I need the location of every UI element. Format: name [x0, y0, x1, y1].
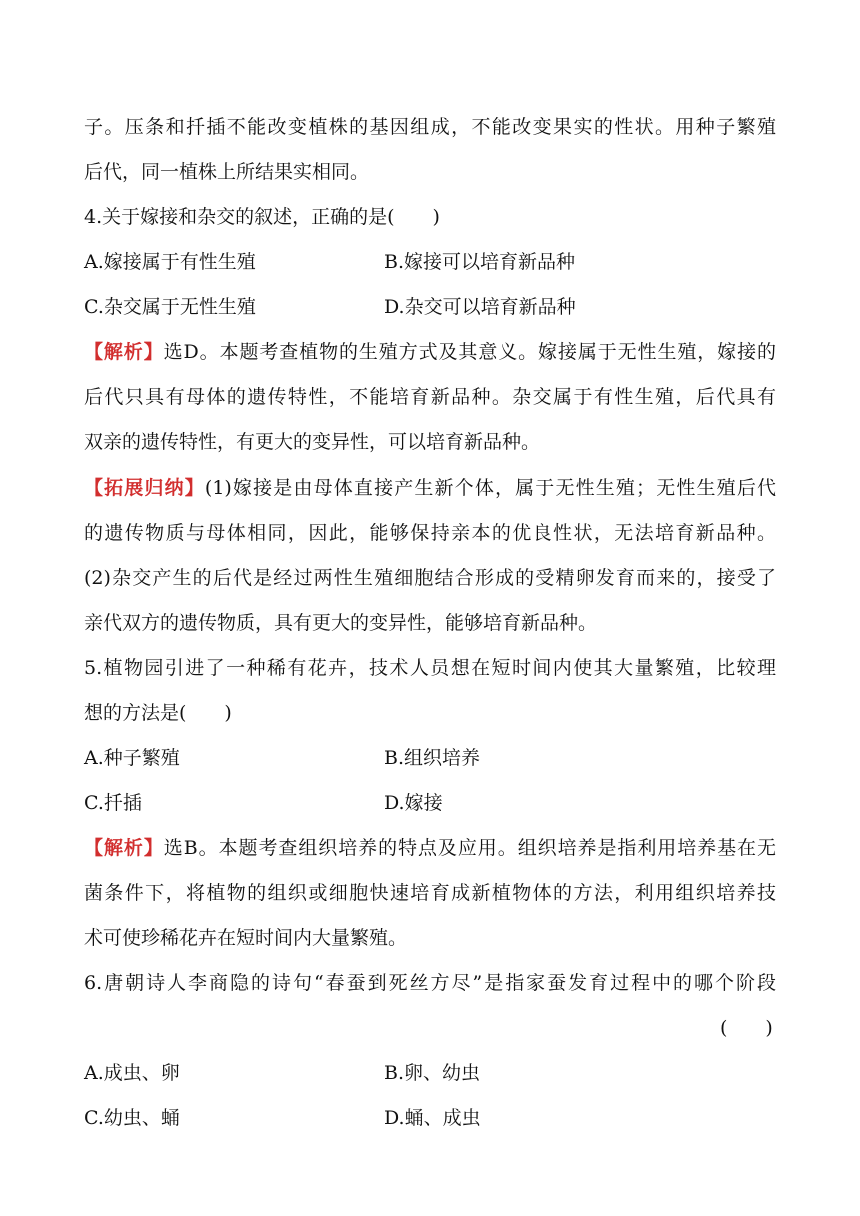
q5-option-c: C.扦插 — [84, 792, 142, 814]
q4-option-a: A.嫁接属于有性生殖 — [84, 251, 256, 273]
extend-line — [84, 476, 776, 500]
question-6-stem: 6.唐朝诗人李商隐的诗句“春蚕到死丝方尽”是指家蚕发育过程中的哪个阶段 — [84, 972, 776, 994]
q5-analysis-line: 菌条件下，将植物的组织或细胞快速培育成新植物体的方法，利用组织培养技 — [84, 882, 776, 904]
analysis-tag: 【解析】 — [84, 341, 164, 363]
q6-option-c: C.幼虫、蛹 — [84, 1107, 180, 1129]
question-5-stem: 想的方法是( ) — [84, 702, 232, 724]
q4-analysis-line: 后代只具有母体的遗传特性，不能培育新品种。杂交属于有性生殖，后代具有 — [84, 386, 776, 408]
q4-analysis-line — [84, 340, 776, 364]
analysis-text: 选D。本题考查植物的生殖方式及其意义。嫁接属于无性生殖，嫁接的 — [163, 341, 776, 363]
q5-analysis-line — [84, 836, 776, 860]
q4-option-c: C.杂交属于无性生殖 — [84, 296, 256, 318]
question-4-stem: 4.关于嫁接和杂交的叙述，正确的是( ) — [84, 206, 440, 228]
question-5-stem: 5.植物园引进了一种稀有花卉，技术人员想在短时间内使其大量繁殖，比较理 — [84, 657, 776, 679]
answer-paren: ( ) — [720, 1017, 773, 1039]
q4-option-d: D.杂交可以培育新品种 — [384, 296, 576, 318]
extend-text: (1)嫁接是由母体直接产生新个体，属于无性生殖；无性生殖后代 — [204, 477, 776, 499]
q5-option-b: B.组织培养 — [384, 747, 481, 769]
paragraph-line: 子。压条和扦插不能改变植株的基因组成，不能改变果实的性状。用种子繁殖 — [84, 116, 776, 138]
paragraph-line: 后代，同一植株上所结果实相同。 — [84, 161, 370, 183]
extend-tag: 【拓展归纳】 — [84, 477, 205, 499]
q4-analysis-line: 双亲的遗传特性，有更大的变异性，可以培育新品种。 — [84, 431, 541, 453]
q6-option-b: B.卵、幼虫 — [384, 1062, 481, 1084]
q6-option-a: A.成虫、卵 — [84, 1062, 180, 1084]
q5-option-a: A.种子繁殖 — [84, 747, 180, 769]
q5-analysis-line: 术可使珍稀花卉在短时间内大量繁殖。 — [84, 927, 408, 949]
q5-option-d: D.嫁接 — [384, 792, 443, 814]
analysis-tag: 【解析】 — [84, 837, 164, 859]
q6-option-d: D.蛹、成虫 — [384, 1107, 481, 1129]
extend-line: (2)杂交产生的后代是经过两性生殖细胞结合形成的受精卵发育而来的，接受了 — [84, 567, 776, 589]
q4-option-b: B.嫁接可以培育新品种 — [384, 251, 576, 273]
extend-line: 亲代双方的遗传物质，具有更大的变异性，能够培育新品种。 — [84, 612, 598, 634]
extend-line: 的遗传物质与母体相同，因此，能够保持亲本的优良性状，无法培育新品种。 — [84, 522, 776, 544]
analysis-text: 选B。本题考查组织培养的特点及应用。组织培养是指利用培养基在无 — [163, 837, 776, 859]
